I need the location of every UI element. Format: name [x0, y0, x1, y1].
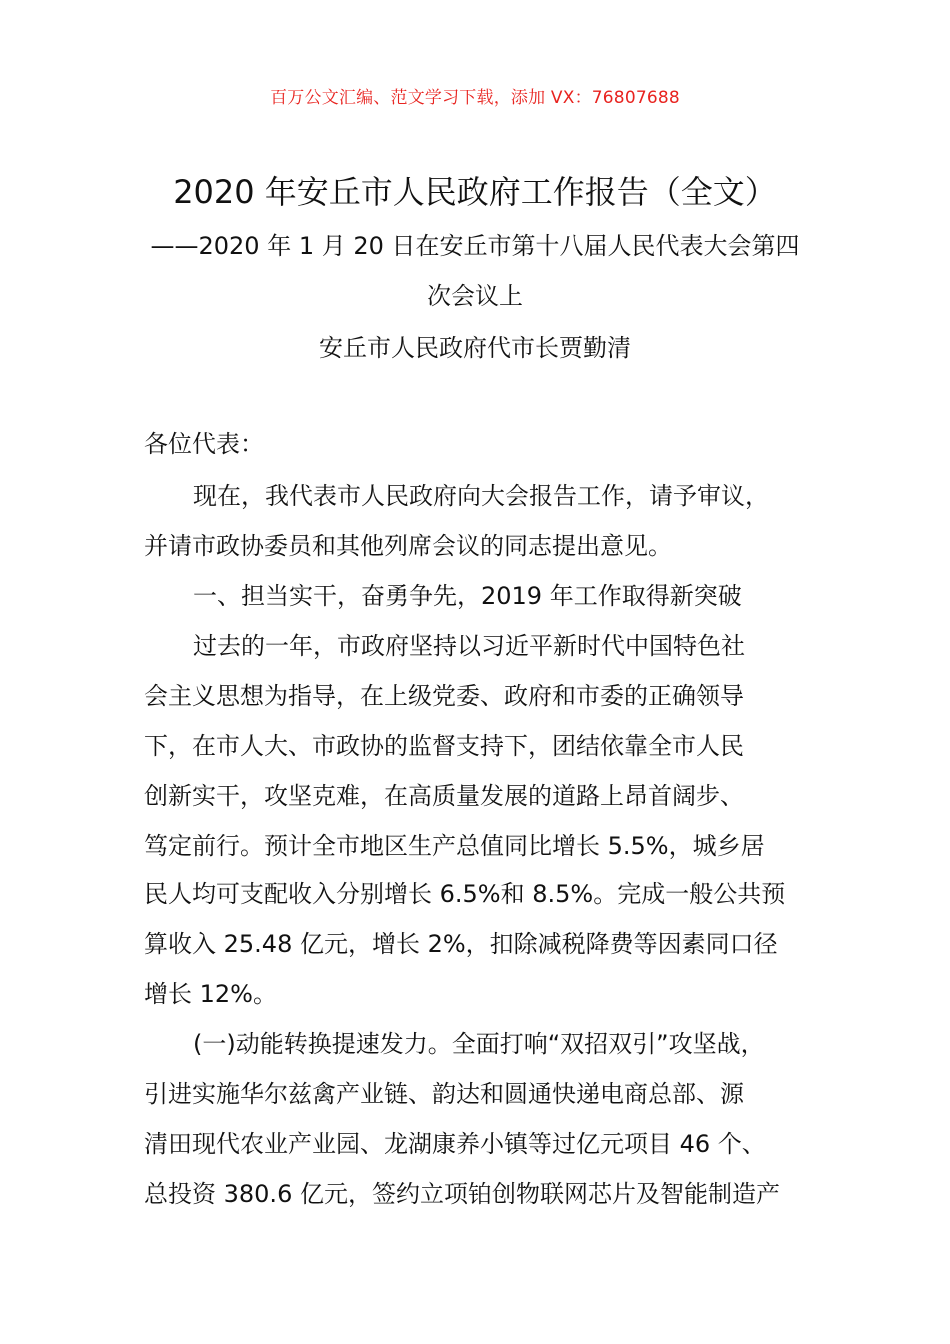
paragraph-line: 会主义思想为指导，在上级党委、政府和市委的正确领导: [144, 682, 744, 710]
paragraph-line: 引进实施华尔兹禽产业链、韵达和圆通快递电商总部、源: [144, 1080, 744, 1108]
watermark-text: 百万公文汇编、范文学习下载，添加 VX：76807688: [270, 88, 680, 108]
paragraph-line: 清田现代农业产业园、龙湖康养小镇等过亿元项目 46 个、: [144, 1130, 766, 1158]
section-heading: 一、担当实干，奋勇争先，2019 年工作取得新突破: [193, 582, 742, 610]
subtitle-line: ——2020 年 1 月 20 日在安丘市第十八届人民代表大会第四: [150, 232, 800, 260]
paragraph-line: 笃定前行。预计全市地区生产总值同比增长 5.5%，城乡居: [144, 832, 765, 860]
paragraph-line: 增长 12%。: [144, 980, 277, 1008]
paragraph-line: (一)动能转换提速发力。全面打响“双招双引”攻坚战，: [193, 1030, 765, 1058]
report-title: 2020 年安丘市人民政府工作报告（全文）: [173, 173, 777, 211]
paragraph-line: 并请市政协委员和其他列席会议的同志提出意见。: [144, 532, 672, 560]
paragraph-line: 现在，我代表市人民政府向大会报告工作，请予审议，: [193, 482, 769, 510]
salutation: 各位代表：: [144, 430, 264, 458]
subtitle-line: 次会议上: [427, 282, 523, 310]
author-line: 安丘市人民政府代市长贾勤清: [319, 334, 631, 362]
paragraph-line: 过去的一年，市政府坚持以习近平新时代中国特色社: [193, 632, 745, 660]
paragraph-line: 下，在市人大、市政协的监督支持下，团结依靠全市人民: [144, 732, 744, 760]
paragraph-line: 创新实干，攻坚克难，在高质量发展的道路上昂首阔步、: [144, 782, 744, 810]
paragraph-line: 总投资 380.6 亿元，签约立项铂创物联网芯片及智能制造产: [144, 1180, 780, 1208]
paragraph-line: 民人均可支配收入分别增长 6.5%和 8.5%。完成一般公共预: [144, 880, 786, 908]
paragraph-line: 算收入 25.48 亿元，增长 2%，扣除减税降费等因素同口径: [144, 930, 778, 958]
